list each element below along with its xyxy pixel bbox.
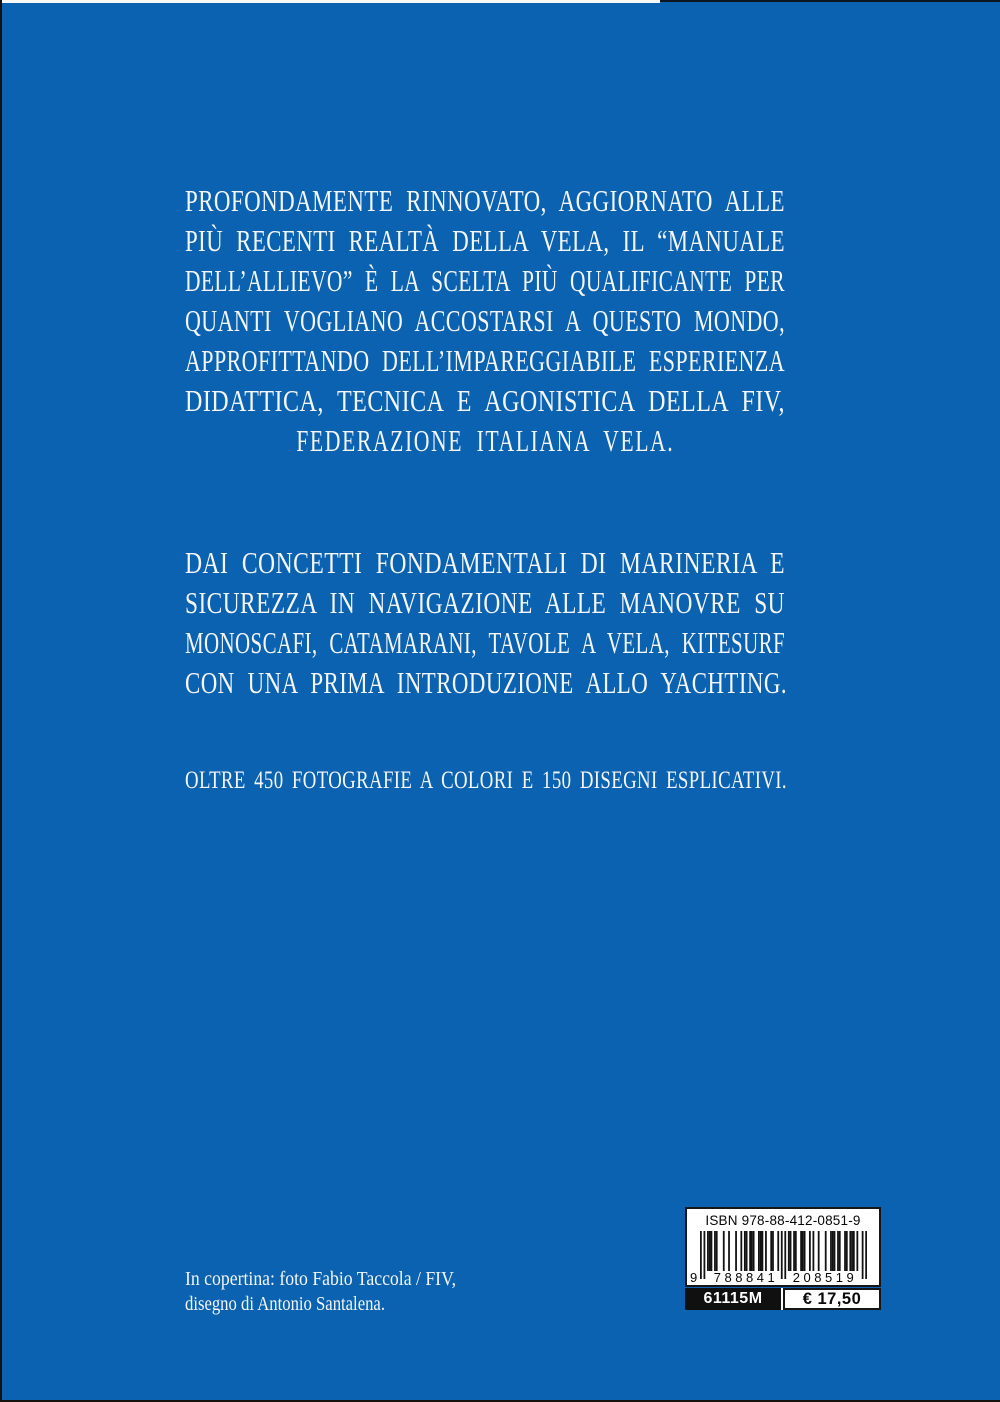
isbn-number: ISBN 978-88-412-0851-9 [705,1213,861,1228]
features-note [185,766,805,796]
credit-line-text: In copertina: foto Fabio Taccola / FIV, [185,1268,456,1290]
blurb-line-text: MONOSCAFI, CATAMARANI, TAVOLE A VELA, KITESURF [185,625,785,660]
blurb-line-text: DIDATTICA, TECNICA E AGONISTICA DELLA FIV, [185,383,785,418]
blurb-line [185,381,785,421]
features-note-text: OLTRE 450 FOTOGRAFIE A COLORI E 150 DISEGNI ESPLICATIVI. [185,767,787,794]
cover-credits [185,1267,491,1317]
credit-line-text: disegno di Antonio Santalena. [185,1293,385,1315]
blurb-line [185,623,785,663]
blurb-line-text: APPROFITTANDO DELL’IMPAREGGIABILE ESPERIENZA [185,343,785,378]
blurb-line [185,583,785,623]
barcode-footer-row [685,1288,881,1310]
barcode-digit-lead: 9 [690,1270,698,1285]
blurb-line [185,261,785,301]
barcode-digits-left: 788841 [713,1270,779,1285]
credit-line [185,1292,491,1317]
blurb-line-text: DAI CONCETTI FONDAMENTALI DI MARINERIA E [185,545,785,580]
scan-edge-top [0,0,660,3]
blurb-line [185,543,785,583]
barcode-label [685,1207,881,1310]
credit-line [185,1267,491,1292]
blurb-line [185,221,785,261]
blurb-line [185,181,785,221]
blurb-line [185,301,785,341]
price-tag: € 17,50 [783,1288,881,1310]
scan-edge-left [0,0,2,1402]
blurb-line-text: QUANTI VOGLIANO ACCOSTARSI A QUESTO MONDO, [185,303,785,338]
scan-edge-top-right [660,0,1000,2]
blurb-line-centered [185,421,785,461]
blurb-line [185,663,785,703]
blurb-line-text: CON UNA PRIMA INTRODUZIONE ALLO YACHTING. [185,665,787,700]
blurb-paragraph-1 [185,181,785,461]
barcode-digits-right: 208519 [792,1270,858,1285]
blurb-line-text: DELL’ALLIEVO” È LA SCELTA PIÙ QUALIFICANTE PER [185,263,785,298]
blurb-line-text: FEDERAZIONE ITALIANA VELA. [295,423,674,458]
blurb-paragraph-2 [185,543,785,703]
blurb-line-text: PIÙ RECENTI REALTÀ DELLA VELA, IL “MANUALE [185,223,785,258]
isbn-box [685,1207,881,1287]
blurb-line-text: SICUREZZA IN NAVIGAZIONE ALLE MANOVRE SU [185,585,785,620]
blurb-line-text: PROFONDAMENTE RINNOVATO, AGGIORNATO ALLE [185,183,785,218]
publisher-code: 61115M [685,1288,781,1310]
blurb-line [185,341,785,381]
